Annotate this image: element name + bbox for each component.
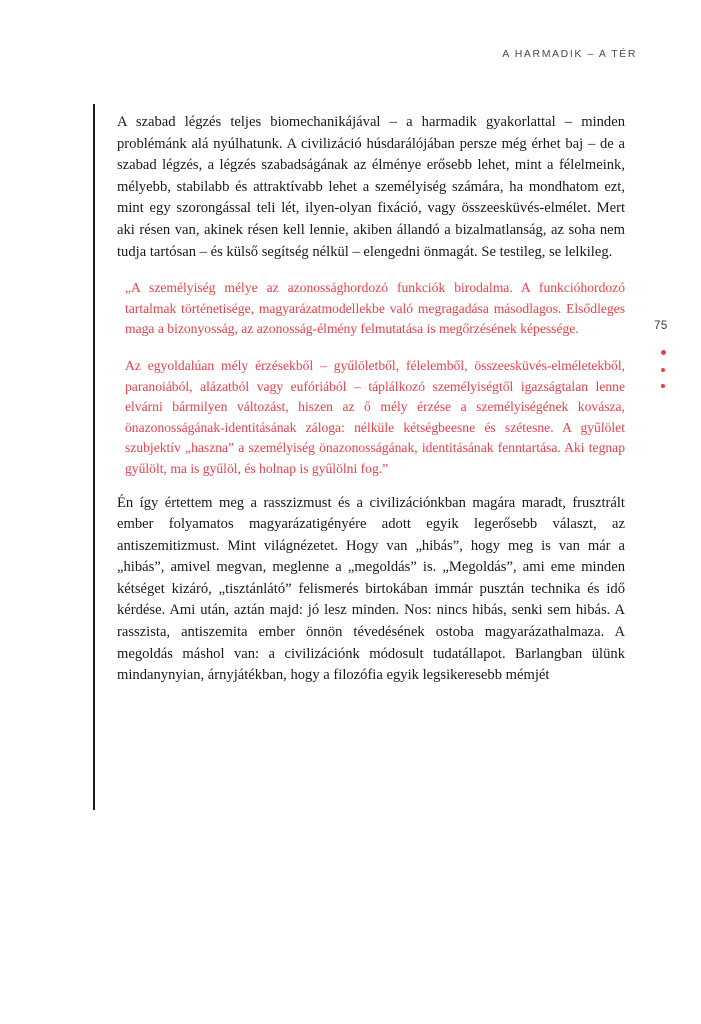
page-number: 75 — [654, 320, 668, 332]
vertical-rule-decoration — [93, 104, 95, 810]
quote-paragraph-second: Az egyoldalúan mély érzésekből – gyűlöletből, félelemből, összeesküvés-elméletekből, paranoiából, alázatból vagy eufóriából – táplálkozó személyiségtől igazságtalan lenne elvárni bármilyen változást, hiszen az ő mély érzése a személyiségének kovásza, önazonosságának-identitásának záloga: nélküle kétségbeesne és szétesne. A gyűlölet szubjektív „haszna” a személyiség önazonosságának, identitásának fenntartása. Aki tegnap gyűlölt, ma is gyűlöl, és holnap is gyűlölni fog.” — [125, 357, 625, 476]
paragraph-closing: Én így értettem meg a rasszizmust és a civilizációnkban magára maradt, frusztrált ember folyamatos magyarázatigényére adott egyik legerősebb választ, az antiszemitizmust. Mint világnézetet. Hogy van „hibás”, hogy meg is van már a „hibás”, amivel megvan, meglenne a „megoldás” is. „Megoldás”, ami eme minden kétséget kizáró, „tisztánlátó” felismerés birtokában immár pusztán technika és idő kérdése. Ami után, aztán majd: jó lesz minden. Nos: nincs hibás, senki sem hibás. A rasszista, antiszemita ember önnön tévedésének ostoba magyarázathalmaza. A megoldás máshol van: a civilizációnk módosult tudatállapot. Barlangban ülünk mindanynyian, árnyjátékban, hogy a filozófia egyik legsikeresebb mémjét — [117, 494, 625, 684]
paragraph-intro: A szabad légzés teljes biomechanikájával – a harmadik gyakorlattal – minden problémánk alá nyúlhatunk. A civilizáció húsdarálójában persze még érhet baj – de a szabad légzés, a légzés szabadságának az élménye erősebb lehet, mint a félelmeink, mélyebb, stabilabb és attraktívabb lehet a személyiség számára, ha mondhatom ezt, mint egy szorongással teli lét, ilyen-olyan fixáció, vagy összeesküvés-elmélet. Mert aki résen van, akinek résen kell lennie, akiben állandó a bizalmatlanság, az soha nem tudja tartósan – és külső segítség nélkül – elengedni önmagát. Se testileg, se lelkileg. — [117, 114, 625, 260]
text-column — [117, 112, 625, 687]
decorative-dot — [661, 384, 665, 388]
running-head: A HARMADIK – A TÉR — [502, 48, 637, 60]
decorative-dot — [661, 350, 666, 355]
pull-quote — [117, 278, 625, 479]
quote-paragraph-first: „A személyiség mélye az azonossághordozó funkciók birodalma. A funkcióhordozó tartalmak történetisége, magyarázatmodellekbe való megragadása másodlagos. Elsődleges maga a bizonyosság, az azonosság-élmény felmutatása is megőrzésének képessége. — [125, 280, 625, 337]
decorative-dot — [661, 368, 665, 372]
decorative-dot-column — [661, 350, 671, 388]
